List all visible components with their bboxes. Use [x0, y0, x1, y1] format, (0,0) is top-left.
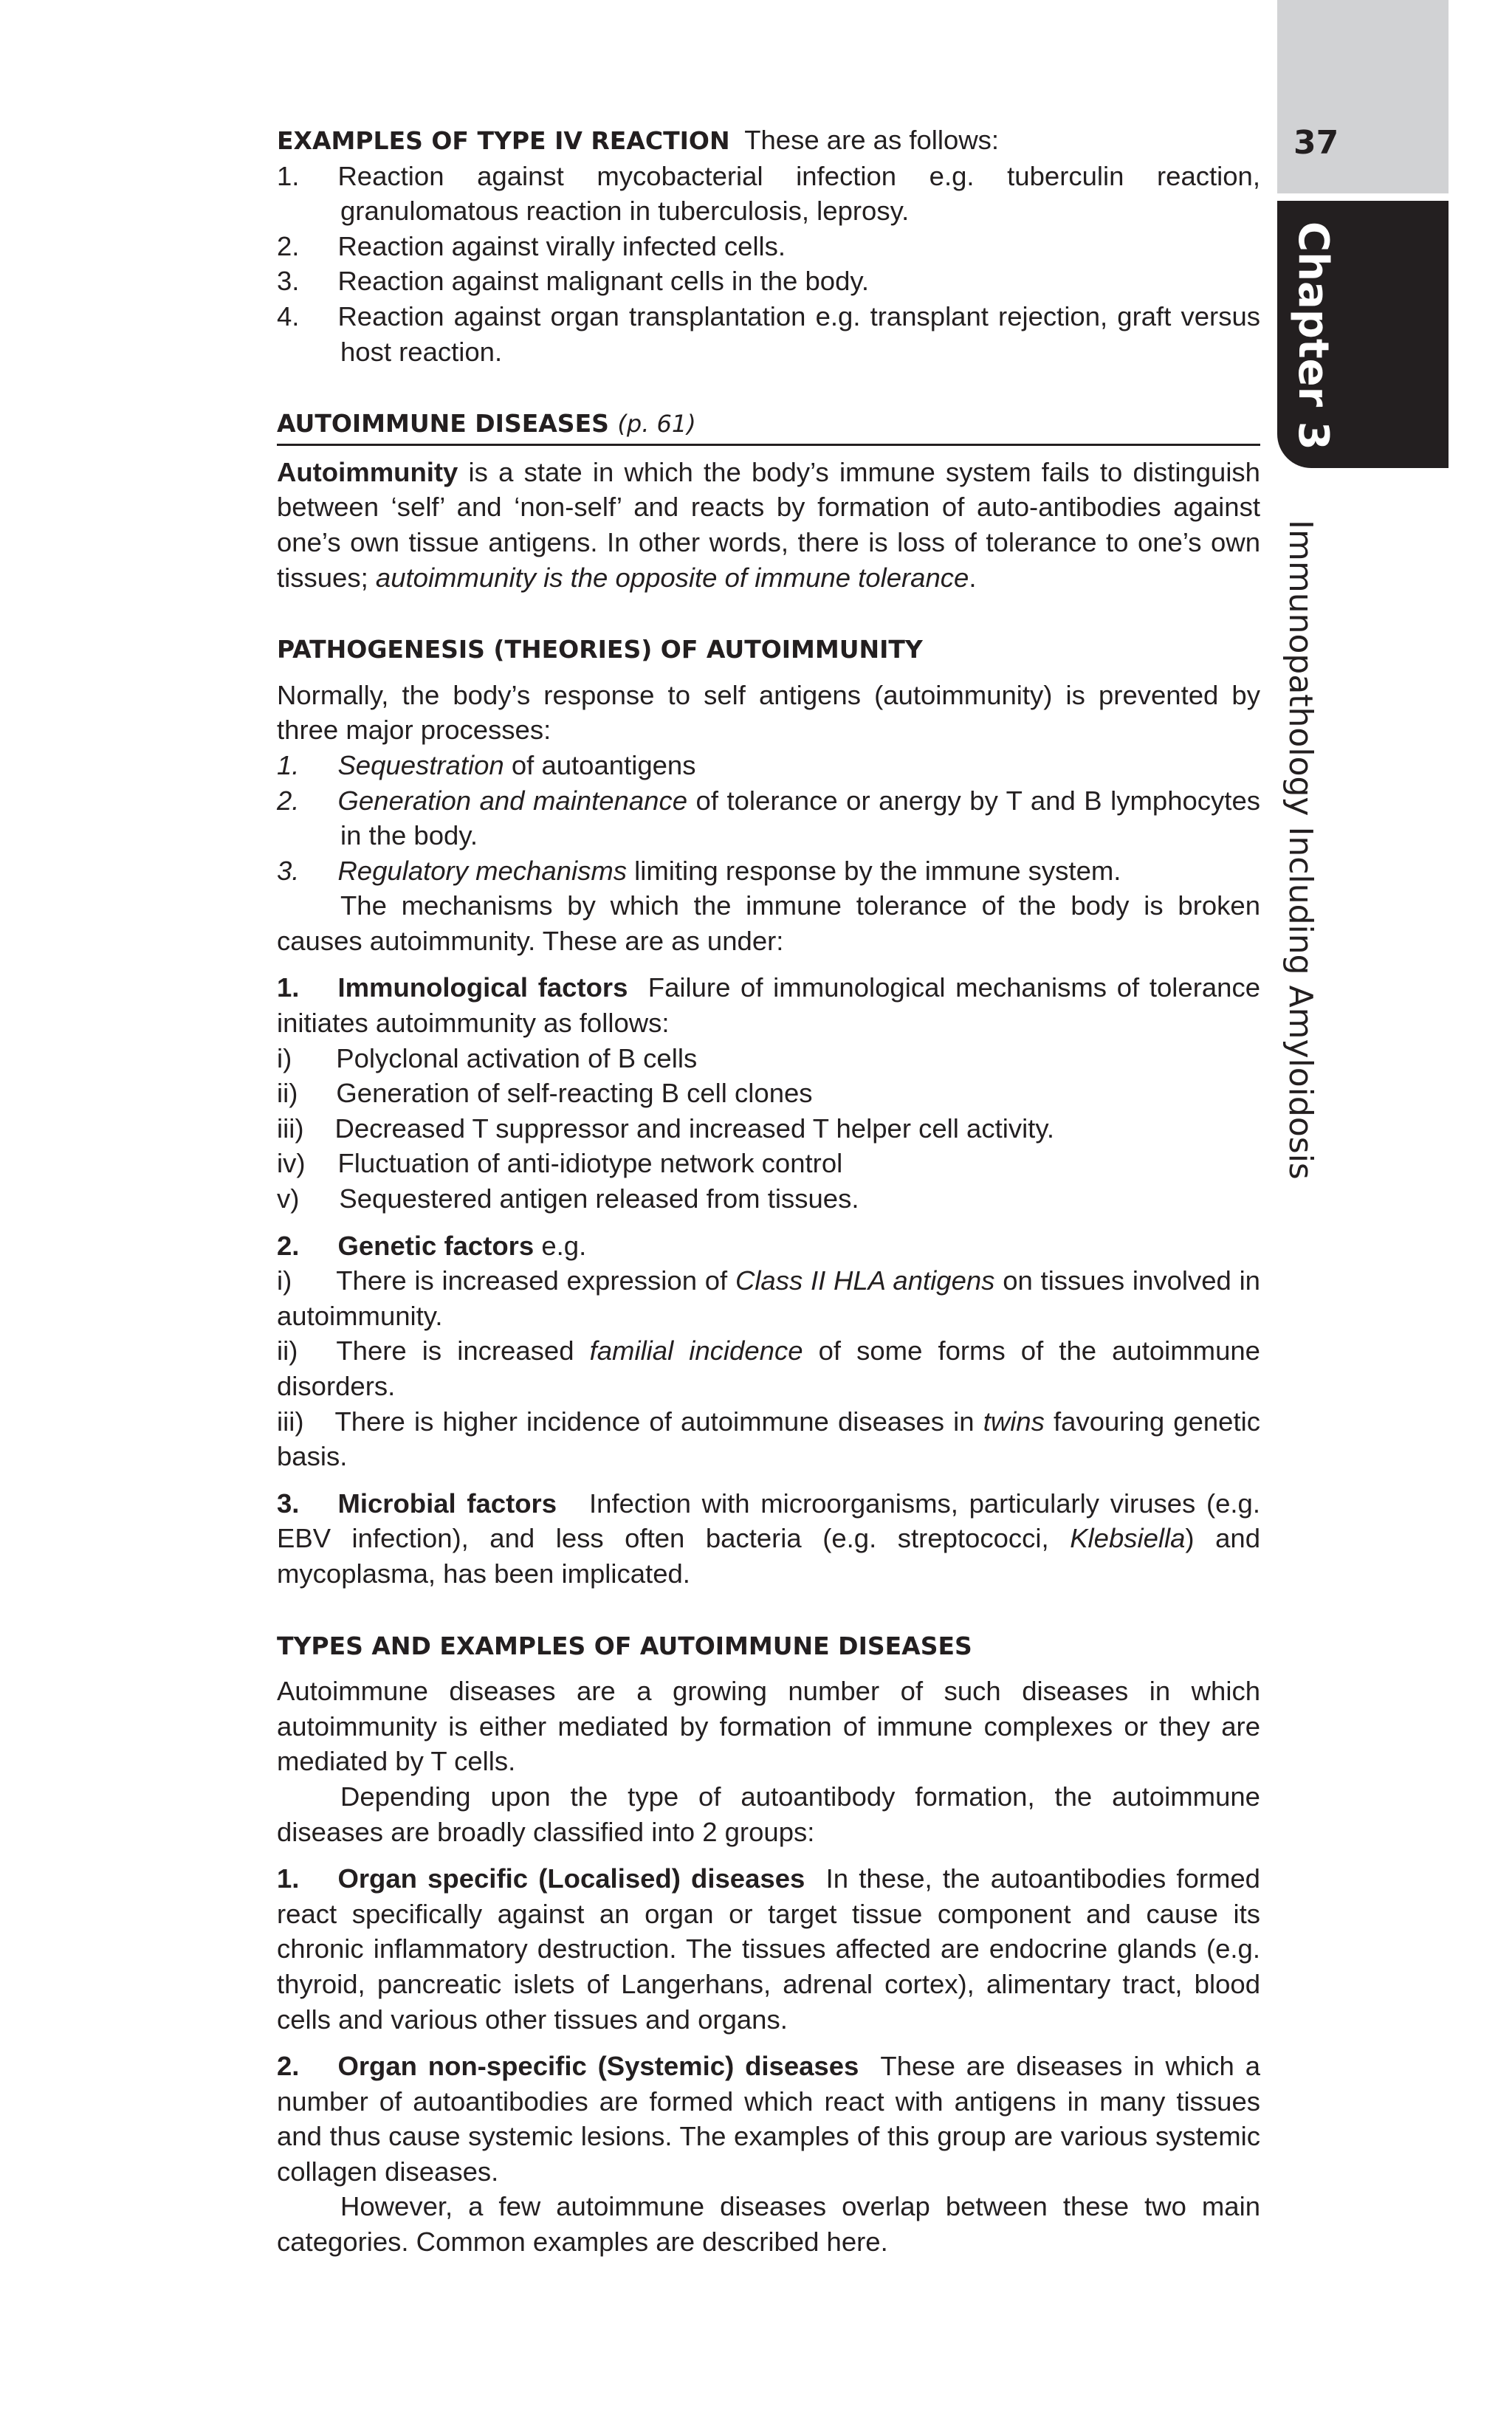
list-item: 2. Reaction against virally infected cells. — [277, 230, 786, 261]
list-item: iv) Fluctuation of anti-idiotype network control — [277, 1148, 843, 1179]
types-paragraph-1: Autoimmune diseases are a growing number of such diseases in which autoimmunity is either mediated by formation of immune complexes or they are mediated by T cells. — [277, 1676, 1260, 1777]
list-item: ii) Generation of self-reacting B cell clones — [277, 1078, 813, 1109]
pathogenesis-heading: PATHOGENESIS (THEORIES) OF AUTOIMMUNITY — [277, 635, 923, 664]
list-item: iii) There is higher incidence of autoimmune diseases in twins favouring genetic basis. — [277, 1406, 1260, 1472]
overlap-paragraph: However, a few autoimmune diseases overlap between these two main categories. Common examples are described here. — [277, 2191, 1260, 2258]
list-item: 3. Reaction against malignant cells in the body. — [277, 266, 870, 297]
page-body — [277, 123, 1260, 2260]
list-item: i) There is increased expression of Class II HLA antigens on tissues involved in autoimmunity. — [277, 1265, 1260, 1331]
immunological-factors: 1. Immunological factors Failure of immunological mechanisms of tolerance initiates autoimmunity as follows: — [277, 972, 1260, 1039]
chapter-label: Chapter 3 — [1289, 221, 1337, 450]
list-item: 1. Sequestration of autoantigens — [277, 749, 696, 780]
list-item: 2. Generation and maintenance of tolerance or anergy by T and B lymphocytes in the body. — [277, 785, 1260, 851]
autoimmune-diseases-heading: AUTOIMMUNE DISEASES (p. 61) — [277, 406, 1260, 446]
microbial-factors: 3. Microbial factors Infection with microorganisms, particularly viruses (e.g. EBV infection), and less often bacteria (e.g. streptococci, Klebsiella) and mycoplasma, has been implicated. — [277, 1488, 1260, 1589]
pathogenesis-intro: Normally, the body’s response to self antigens (autoimmunity) is prevented by three major processes: — [277, 679, 1260, 746]
page-number: 37 — [1293, 124, 1339, 162]
list-item: 4. Reaction against organ transplantation e.g. transplant rejection, graft versus host reaction. — [277, 300, 1260, 367]
organ-specific-diseases: 1. Organ specific (Localised) diseases In these, the autoantibodies formed react specifically against an organ or target tissue component and cause its chronic inflammatory destruction. The tissues affected are endocrine glands (e.g. thyroid, pancreatic islets of Langerhans, adrenal cortex), alimentary tract, blood cells and various other tissues and organs. — [277, 1863, 1260, 2035]
genetic-factors: 2. Genetic factors e.g. — [277, 1230, 587, 1261]
list-item: ii) There is increased familial incidence of some forms of the autoimmune disorders. — [277, 1335, 1260, 1401]
list-item: v) Sequestered antigen released from tissues. — [277, 1183, 859, 1214]
list-item: i) Polyclonal activation of B cells — [277, 1042, 698, 1073]
page-reference: (p. 61) — [617, 410, 696, 439]
organ-non-specific-diseases: 2. Organ non-specific (Systemic) diseases These are diseases in which a number of autoantibodies are formed which react with antigens in many tissues and thus cause systemic lesions. The examples of this group are various systemic collagen diseases. — [277, 2051, 1261, 2187]
types-paragraph-2: Depending upon the type of autoantibody formation, the autoimmune diseases are broadly classified into 2 groups: — [277, 1781, 1260, 1847]
type-iv-examples-intro — [277, 123, 1260, 159]
autoimmunity-definition: Autoimmunity is a state in which the body’s immune system fails to distinguish between ‘self’ and ‘non-self’ and reacts by formation of auto-antibodies against one’s own tissue antigens. In other words, there is loss of tolerance to one’s own tissues; autoimmunity is the opposite of immune tolerance. — [277, 456, 1260, 593]
page-number-box — [1277, 0, 1449, 193]
list-item: iii) Decreased T suppressor and increased T helper cell activity. — [277, 1113, 1055, 1144]
mechanisms-paragraph: The mechanisms by which the immune tolerance of the body is broken causes autoimmunity. These are as under: — [277, 890, 1260, 956]
type-iv-heading: EXAMPLES OF TYPE IV REACTION — [277, 126, 730, 155]
list-item: 3. Regulatory mechanisms limiting response by the immune system. — [277, 855, 1121, 886]
running-title: Immunopathology Including Amyloidosis — [1282, 520, 1319, 1180]
list-item: 1. Reaction against mycobacterial infection e.g. tuberculin reaction, granulomatous reaction in tuberculosis, leprosy. — [277, 160, 1260, 227]
type-iv-intro-text: These are as follows: — [744, 125, 1000, 155]
types-heading: TYPES AND EXAMPLES OF AUTOIMMUNE DISEASES — [277, 1631, 972, 1660]
